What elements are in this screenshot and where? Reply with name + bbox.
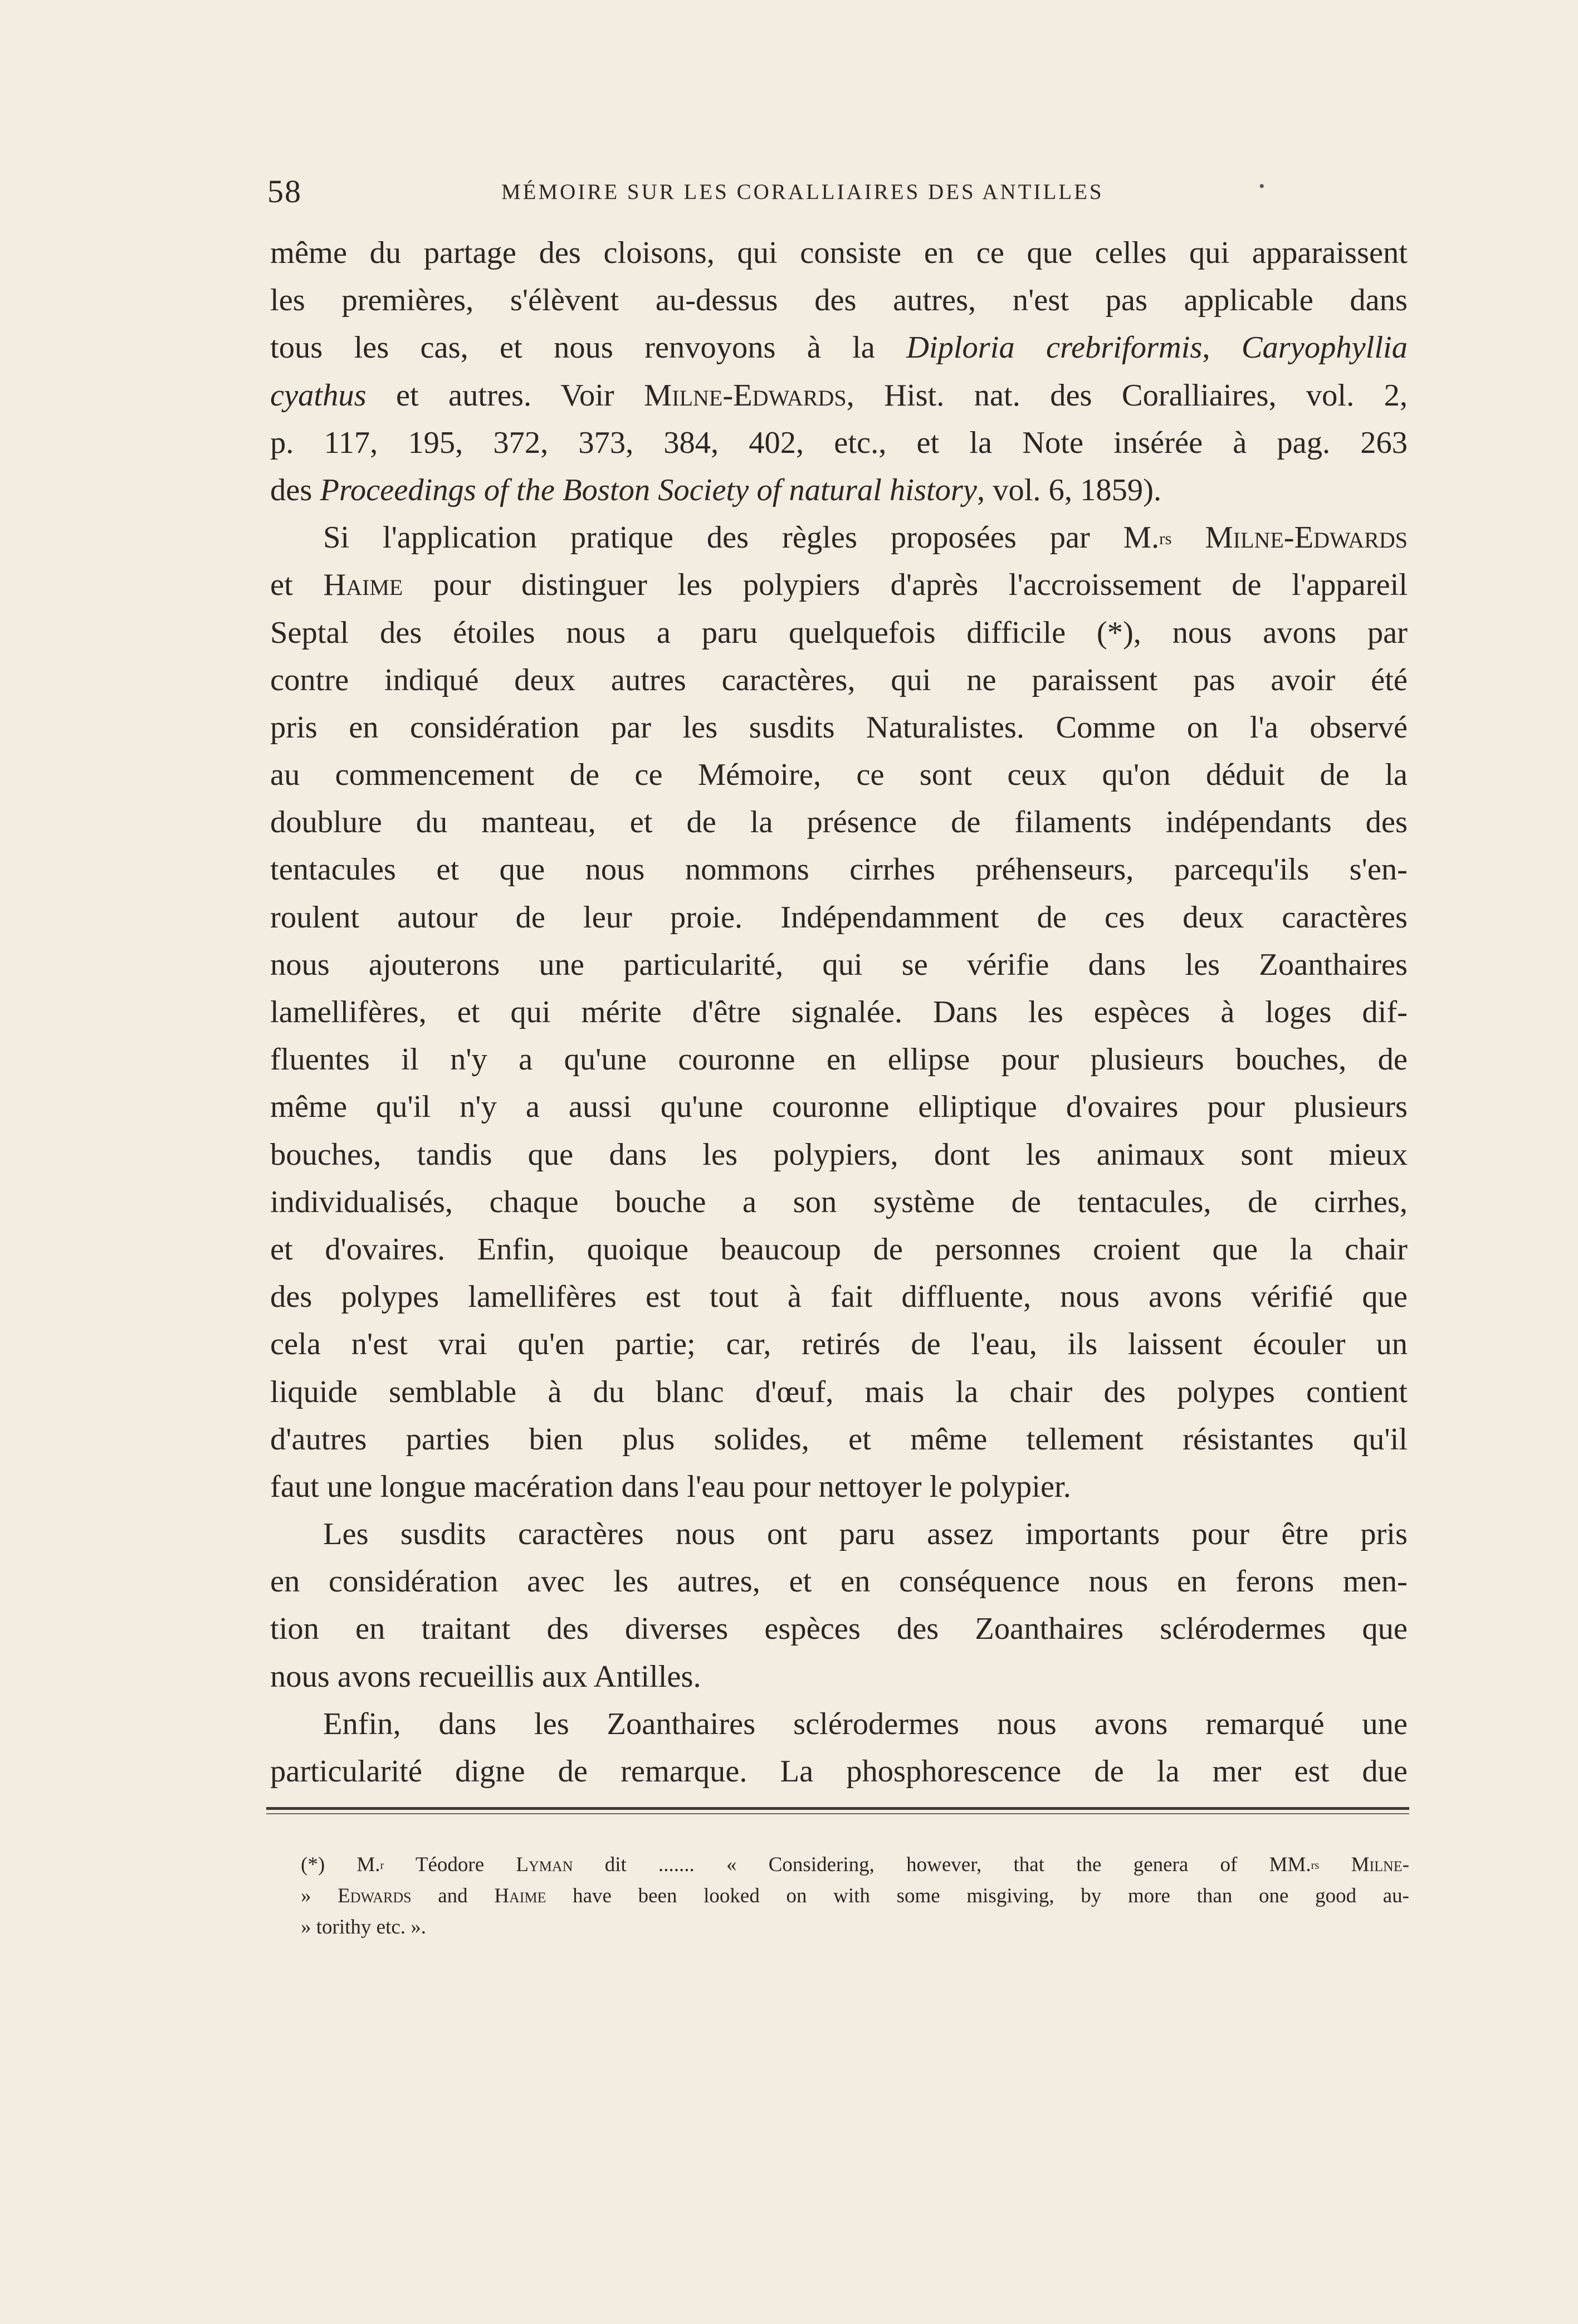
- text-line: individualisés, chaque bouche a son système de tentacules, de cirrhes,: [270, 1184, 1408, 1219]
- text-line: et Haime pour distinguer les polypiers d'après l'accroissement de l'appareil: [270, 568, 1408, 603]
- text-line: lamellifères, et qui mérite d'être signalée. Dans les espèces à loges dif-: [270, 995, 1408, 1029]
- text-line: Les susdits caractères nous ont paru assez importants pour être pris: [323, 1517, 1408, 1552]
- text-line: particularité digne de remarque. La phosphorescence de la mer est due: [270, 1754, 1408, 1789]
- text-line: fluentes il n'y a qu'une couronne en ellipse pour plusieurs bouches, de: [270, 1042, 1408, 1077]
- author-name: Haime: [323, 568, 403, 603]
- text-line: même du partage des cloisons, qui consiste en ce que celles qui apparaissent: [270, 236, 1408, 270]
- text-line: liquide semblable à du blanc d'œuf, mais la chair des polypes contient: [270, 1374, 1408, 1409]
- text-line: tion en traitant des diverses espèces des Zoanthaires sclérodermes que: [270, 1612, 1408, 1647]
- text-line: en considération avec les autres, et en conséquence nous en ferons men-: [270, 1564, 1408, 1599]
- footnote-line: (*) M.$^r$ Téodore Lyman dit ....... « Considering, however, that the genera of MM.$^{rs}$ Milne-: [301, 1853, 1410, 1876]
- species-name: Caryophyllia: [1241, 330, 1408, 365]
- species-name: cyathus: [270, 378, 367, 413]
- text-line: des polypes lamellifères est tout à fait diffluente, nous avons vérifié que: [270, 1280, 1408, 1315]
- body-text: [270, 230, 1408, 1795]
- text-line: même qu'il n'y a aussi qu'une couronne elliptique d'ovaires pour plusieurs: [270, 1090, 1408, 1125]
- text-line: d'autres parties bien plus solides, et même tellement résistantes qu'il: [270, 1422, 1408, 1457]
- text-line: contre indiqué deux autres caractères, qui ne paraissent pas avoir été: [270, 662, 1408, 697]
- footnote-line: » torithy etc. ».: [301, 1916, 427, 1939]
- header-ornament: •: [1259, 177, 1265, 196]
- page-number: 58: [267, 173, 302, 209]
- footnote-line: » Edwards and Haime have been looked on with some misgiving, by more than one good au-: [301, 1884, 1409, 1907]
- text-line: p. 117, 195, 372, 373, 384, 402, etc., et la Note insérée à pag. 263: [270, 425, 1408, 460]
- footnote-divider: [266, 1807, 1409, 1810]
- text-line: pris en considération par les susdits Naturalistes. Comme on l'a observé: [270, 710, 1408, 745]
- text-line: nous ajouterons une particularité, qui se vérifie dans les Zoanthaires: [270, 947, 1408, 982]
- author-name: Milne-: [1351, 1853, 1410, 1876]
- text-line: et d'ovaires. Enfin, quoique beaucoup de personnes croient que la chair: [270, 1232, 1408, 1267]
- text-line: nous avons recueillis aux Antilles.: [270, 1659, 701, 1694]
- species-name: Diploria crebriformis: [906, 330, 1203, 365]
- author-name: Lyman: [516, 1853, 573, 1876]
- author-name: Milne-Edwards: [644, 378, 847, 413]
- text-line: Enfin, dans les Zoanthaires sclérodermes nous avons remarqué une: [323, 1706, 1408, 1741]
- author-name: Milne-Edwards: [1205, 520, 1408, 555]
- page-header: [267, 173, 1404, 217]
- author-name: Haime: [494, 1884, 546, 1907]
- text-line: faut une longue macération dans l'eau pour nettoyer le polypier.: [270, 1469, 1071, 1504]
- footnote: [301, 1849, 1409, 1943]
- text-line: Septal des étoiles nous a paru quelquefois difficile (*), nous avons par: [270, 615, 1408, 650]
- footnote-divider-thin: [266, 1813, 1409, 1814]
- text-line: cela n'est vrai qu'en partie; car, retirés de l'eau, ils laissent écouler un: [270, 1327, 1408, 1362]
- text-line: bouches, tandis que dans les polypiers, dont les animaux sont mieux: [270, 1137, 1408, 1172]
- text-line: des Proceedings of the Boston Society of natural history, vol. 6, 1859).: [270, 472, 1162, 507]
- text-line: tous les cas, et nous renvoyons à la Diploria crebriformis, Caryophyllia: [270, 330, 1408, 365]
- text-line: tentacules et que nous nommons cirrhes préhenseurs, parcequ'ils s'en-: [270, 852, 1408, 887]
- text-line: doublure du manteau, et de la présence de filaments indépendants des: [270, 805, 1408, 840]
- author-name: Edwards: [338, 1884, 412, 1907]
- text-line: cyathus et autres. Voir Milne-Edwards, Hist. nat. des Coralliaires, vol. 2,: [270, 378, 1408, 413]
- running-title: MÉMOIRE SUR LES CORALLIAIRES DES ANTILLES: [501, 180, 1104, 204]
- text-line: au commencement de ce Mémoire, ce sont ceux qu'on déduit de la: [270, 758, 1408, 793]
- text-line: Si l'application pratique des règles proposées par M.$^{rs}$ Milne-Edwards: [323, 520, 1408, 555]
- text-line: les premières, s'élèvent au-dessus des autres, n'est pas applicable dans: [270, 283, 1408, 318]
- journal-title: Proceedings of the Boston Society of natural history: [320, 472, 977, 507]
- text-line: roulent autour de leur proie. Indépendamment de ces deux caractères: [270, 900, 1408, 935]
